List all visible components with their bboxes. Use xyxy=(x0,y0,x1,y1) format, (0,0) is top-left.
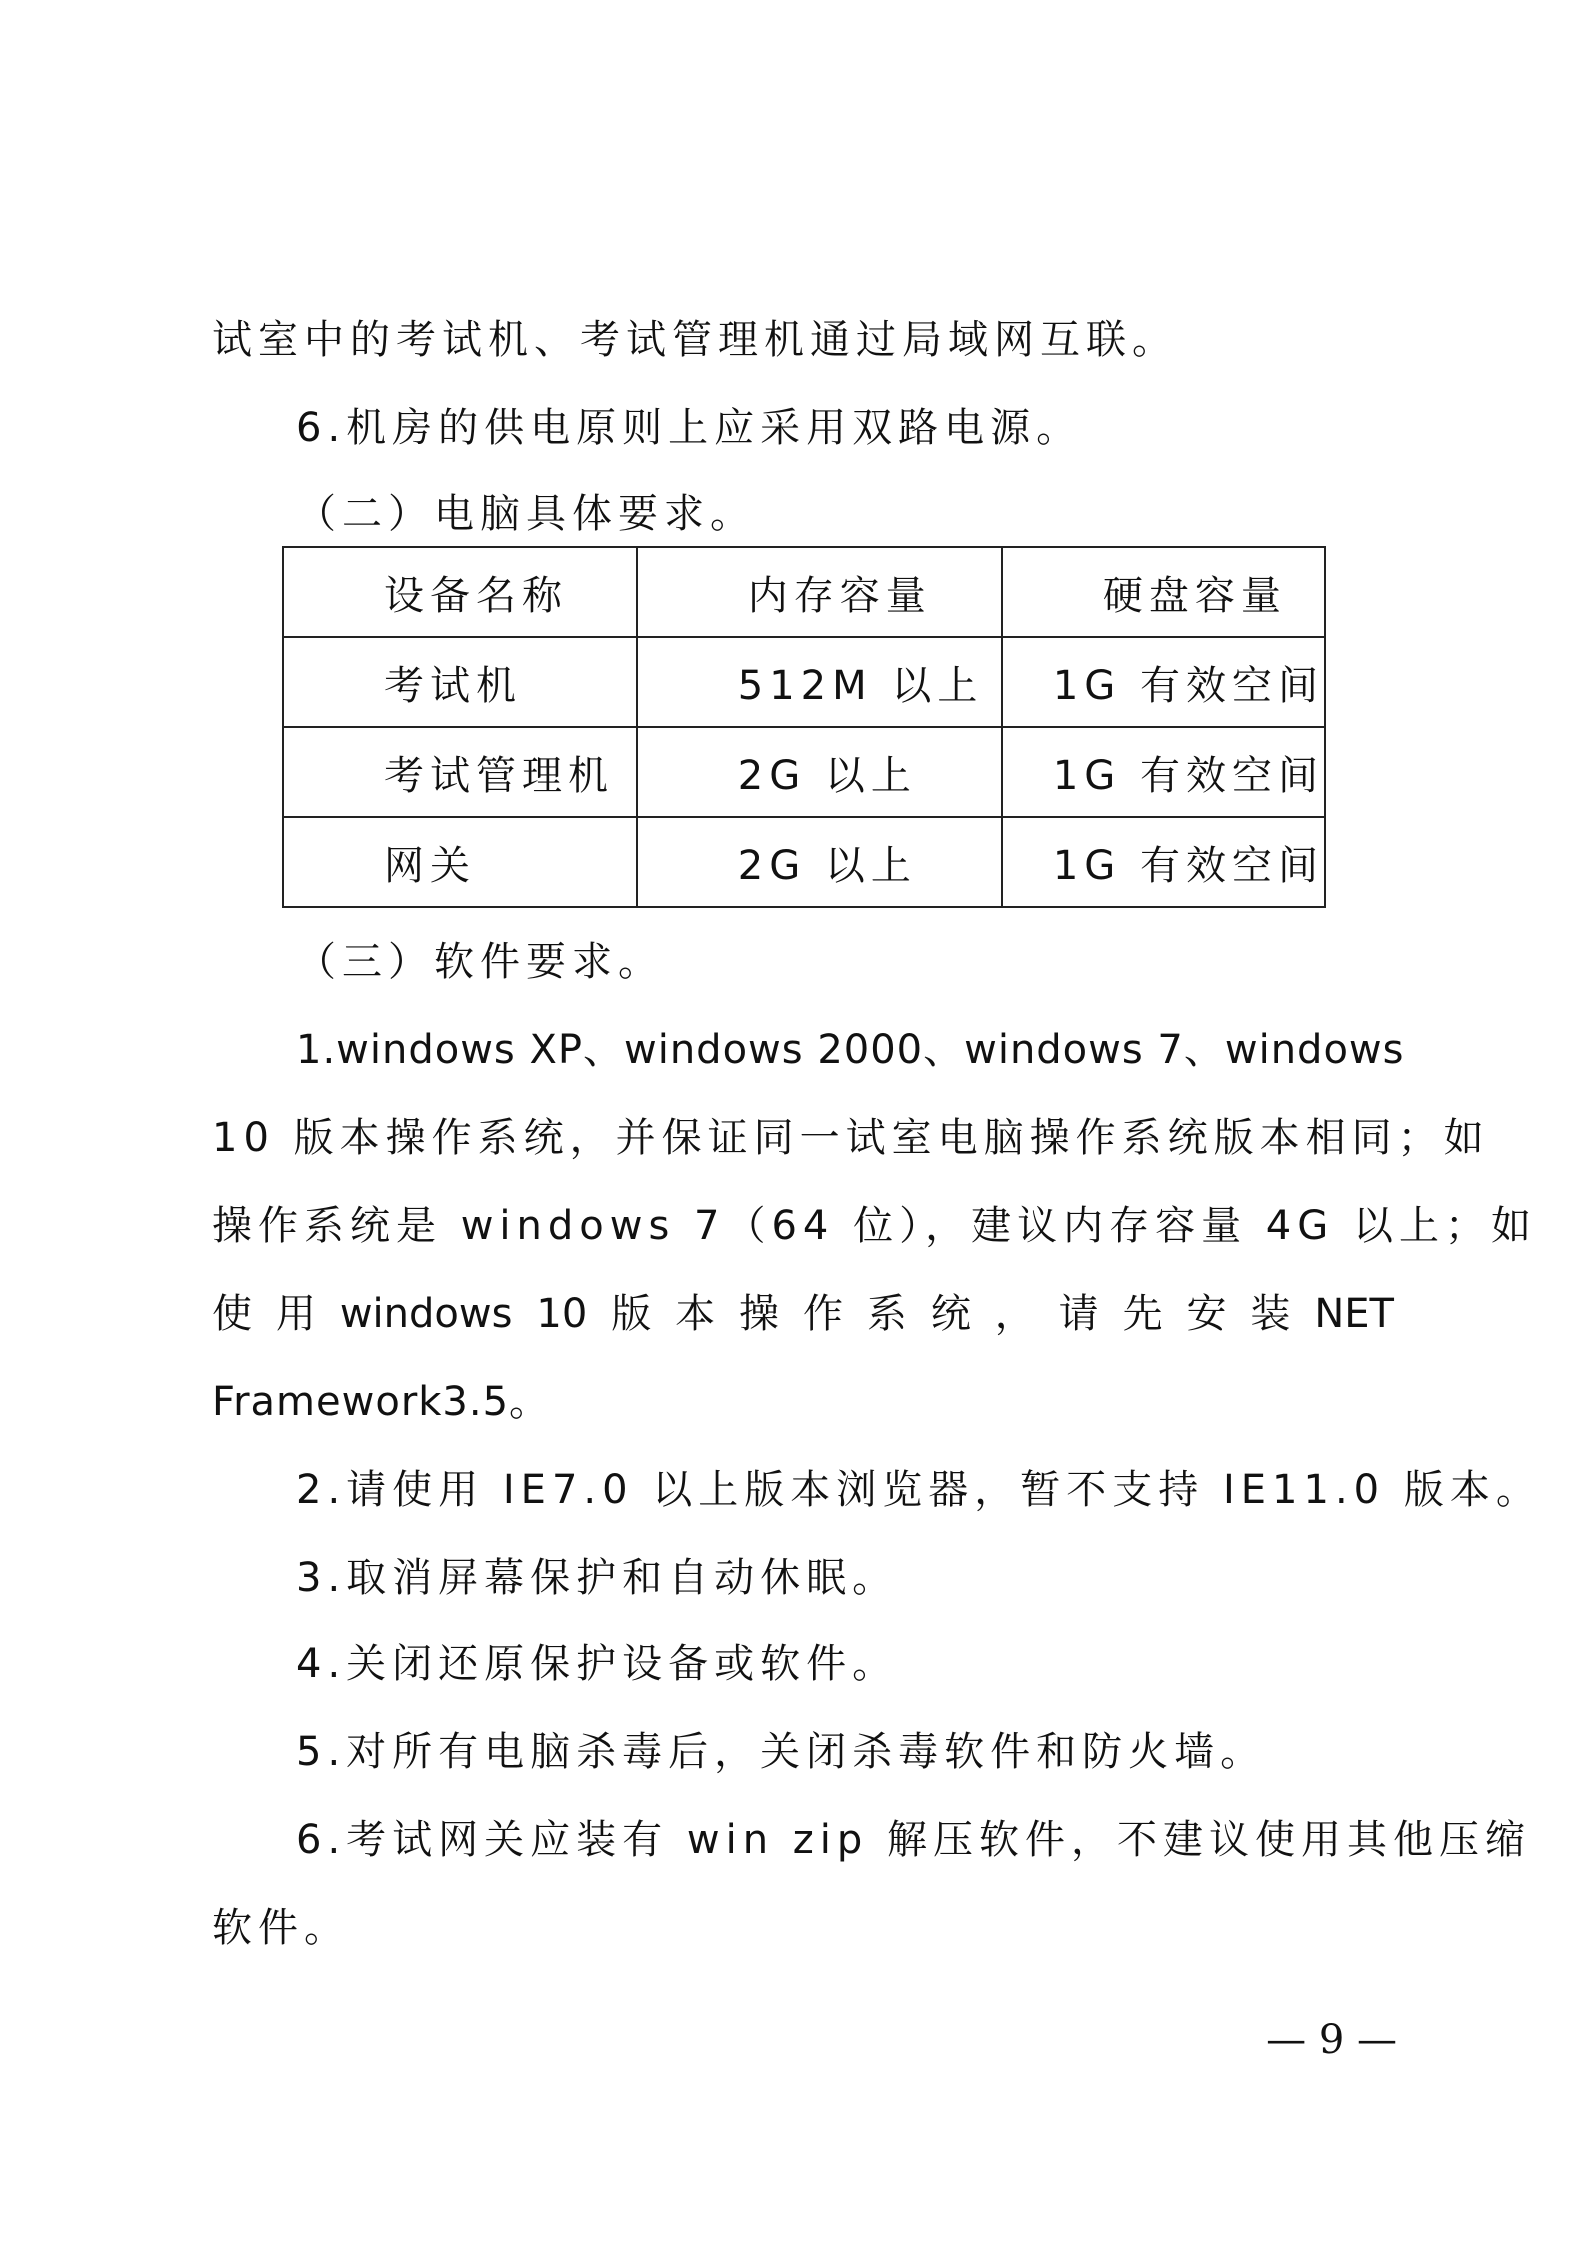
justified-word: 10 xyxy=(536,1291,588,1337)
software-item-1-line-3: 操作系统是 windows 7（64 位），建议内存容量 4G 以上；如 xyxy=(212,1203,1537,1249)
table-header-cell: 设备名称 xyxy=(283,547,637,637)
justified-word: 版 xyxy=(611,1291,652,1337)
table-cell: 1G 有效空间 xyxy=(1002,637,1325,727)
table-header-row xyxy=(283,547,1325,637)
table-cell: 1G 有效空间 xyxy=(1002,817,1325,907)
table-cell: 考试机 xyxy=(283,637,637,727)
table-cell: 2G 以上 xyxy=(637,727,1002,817)
software-item-1-line-2: 10 版本操作系统，并保证同一试室电脑操作系统版本相同；如 xyxy=(212,1115,1490,1161)
table-row xyxy=(283,817,1325,907)
justified-word: 系 xyxy=(866,1291,907,1337)
software-item-4: 4.关闭还原保护设备或软件。 xyxy=(296,1641,899,1687)
software-item-1-line-1: 1.windows XP、windows 2000、windows 7、windows xyxy=(296,1027,1405,1073)
justified-word: 统 xyxy=(930,1291,971,1337)
justified-word: 安 xyxy=(1186,1291,1227,1337)
table-cell: 1G 有效空间 xyxy=(1002,727,1325,817)
paragraph-continuation: 试室中的考试机、考试管理机通过局域网互联。 xyxy=(212,317,1178,363)
table-header-cell: 硬盘容量 xyxy=(1002,547,1325,637)
justified-word: ， xyxy=(994,1291,1035,1337)
justified-word: 使 xyxy=(212,1291,252,1337)
justified-word: 先 xyxy=(1122,1291,1163,1337)
software-item-3: 3.取消屏幕保护和自动休眠。 xyxy=(296,1555,899,1601)
hardware-requirements-table xyxy=(282,546,1326,908)
justified-word: 本 xyxy=(675,1291,716,1337)
table-cell: 512M 以上 xyxy=(637,637,1002,727)
software-item-2: 2.请使用 IE7.0 以上版本浏览器，暂不支持 IE11.0 版本。 xyxy=(296,1467,1542,1513)
software-item-1-line-4 xyxy=(212,1284,1394,1344)
software-item-5: 5.对所有电脑杀毒后，关闭杀毒软件和防火墙。 xyxy=(296,1729,1267,1775)
section-heading-software: （三）软件要求。 xyxy=(296,939,664,985)
table-row xyxy=(283,727,1325,817)
justified-word: 作 xyxy=(802,1291,843,1337)
table-header-cell: 内存容量 xyxy=(637,547,1002,637)
table-cell: 2G 以上 xyxy=(637,817,1002,907)
justified-word: 用 xyxy=(275,1291,316,1337)
section-heading-hardware: （二）电脑具体要求。 xyxy=(296,491,756,537)
justified-word: windows xyxy=(339,1291,513,1337)
software-item-6-line-2: 软件。 xyxy=(212,1905,350,1951)
software-item-6-line-1: 6.考试网关应装有 win zip 解压软件，不建议使用其他压缩 xyxy=(296,1817,1531,1863)
table-cell: 网关 xyxy=(283,817,637,907)
justified-word: 装 xyxy=(1250,1291,1291,1337)
justified-word: 操 xyxy=(739,1291,780,1337)
table-cell: 考试管理机 xyxy=(283,727,637,817)
justified-word: NET xyxy=(1314,1291,1394,1337)
table-row xyxy=(283,637,1325,727)
justified-word: 请 xyxy=(1058,1291,1099,1337)
page-number: — 9 — xyxy=(1266,2017,1397,2063)
paragraph-item-6: 6.机房的供电原则上应采用双路电源。 xyxy=(296,405,1083,451)
software-item-1-line-5: Framework3.5。 xyxy=(212,1379,551,1425)
